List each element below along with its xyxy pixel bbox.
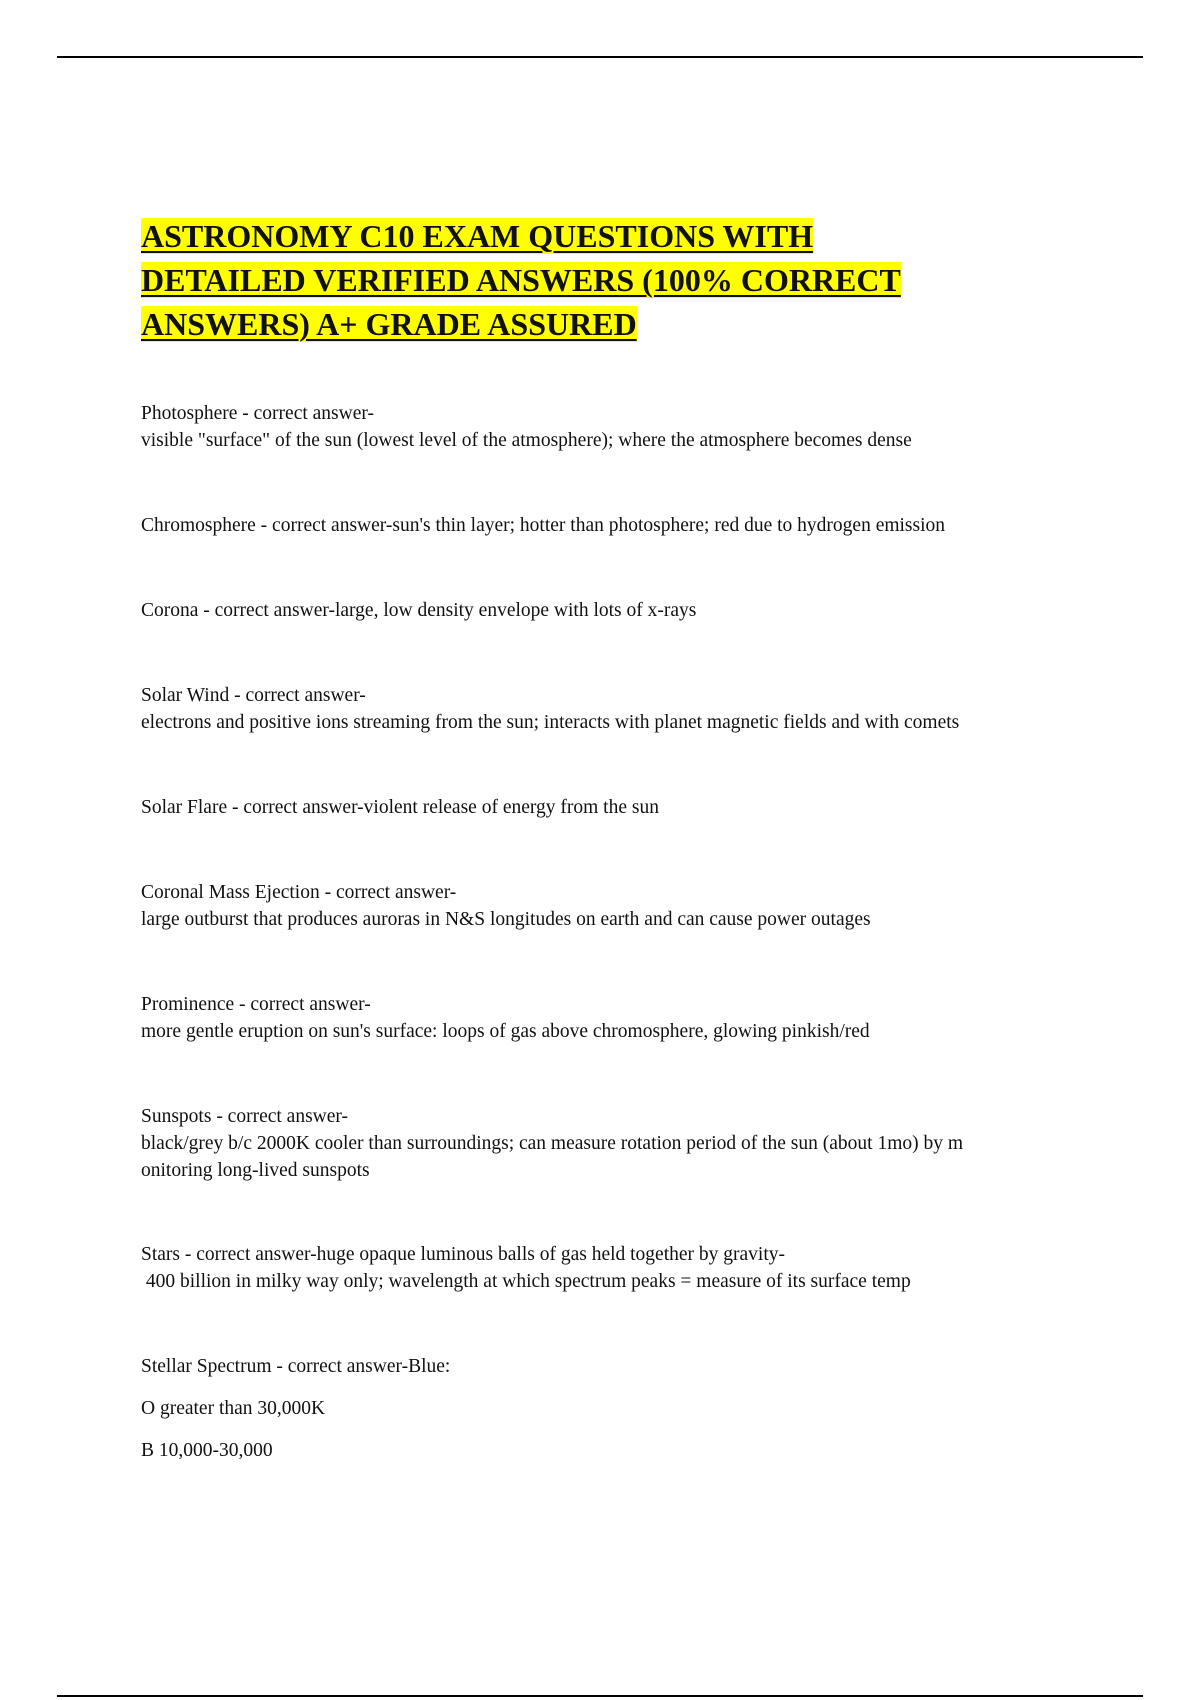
top-rule [57, 56, 1143, 58]
entry-corona [141, 597, 1101, 624]
entry-line: Sunspots - correct answer- [141, 1106, 349, 1127]
entry-solar-wind [141, 682, 1101, 736]
entry-line: Solar Wind - correct answer- [141, 685, 366, 706]
entry-stars [141, 1241, 1101, 1295]
entry-solar-flare [141, 794, 1101, 821]
entry-line: Prominence - correct answer- [141, 994, 371, 1015]
entry-stellar-spectrum [141, 1353, 1101, 1380]
entry-line: 400 billion in milky way only; wavelength at which spectrum peaks = measure of its surface temp [141, 1271, 911, 1292]
entry-line: large outburst that produces auroras in N&S longitudes on earth and can cause power outages [141, 909, 871, 930]
spectral-class-o: O greater than 30,000K [141, 1398, 326, 1419]
entry-line: Chromosphere - correct answer-sun's thin layer; hotter than photosphere; red due to hydrogen emission [141, 515, 946, 536]
entry-line: electrons and positive ions streaming from the sun; interacts with planet magnetic fields and with comets [141, 712, 960, 733]
entry-line: Photosphere - correct answer- [141, 403, 374, 424]
entry-line: visible "surface" of the sun (lowest level of the atmosphere); where the atmosphere becomes dense [141, 430, 912, 451]
entry-line: Stellar Spectrum - correct answer-Blue: [141, 1356, 451, 1377]
title-line: ASTRONOMY C10 EXAM QUESTIONS WITH [141, 218, 814, 254]
title-line: ANSWERS) A+ GRADE ASSURED [141, 306, 637, 342]
entry-chromosphere [141, 512, 1101, 539]
entry-line: onitoring long-lived sunspots [141, 1160, 370, 1181]
entry-sunspots [141, 1103, 1101, 1184]
entry-line: Stars - correct answer-huge opaque luminous balls of gas held together by gravity- [141, 1244, 786, 1265]
entry-line: Coronal Mass Ejection - correct answer- [141, 882, 457, 903]
entry-line: more gentle eruption on sun's surface: loops of gas above chromosphere, glowing pinkish/red [141, 1021, 870, 1042]
entry-line: Corona - correct answer-large, low density envelope with lots of x-rays [141, 600, 697, 621]
entry-coronal-mass-ejection [141, 879, 1101, 933]
entry-prominence [141, 991, 1101, 1045]
spectral-class-b: B 10,000-30,000 [141, 1440, 273, 1461]
entry-line: Solar Flare - correct answer-violent release of energy from the sun [141, 797, 659, 818]
bottom-rule [57, 1695, 1143, 1697]
entry-line: black/grey b/c 2000K cooler than surroundings; can measure rotation period of the sun (about 1mo) by m [141, 1133, 964, 1154]
document-title [141, 214, 1041, 346]
entry-photosphere [141, 400, 1101, 454]
title-line: DETAILED VERIFIED ANSWERS (100% CORRECT [141, 262, 901, 298]
